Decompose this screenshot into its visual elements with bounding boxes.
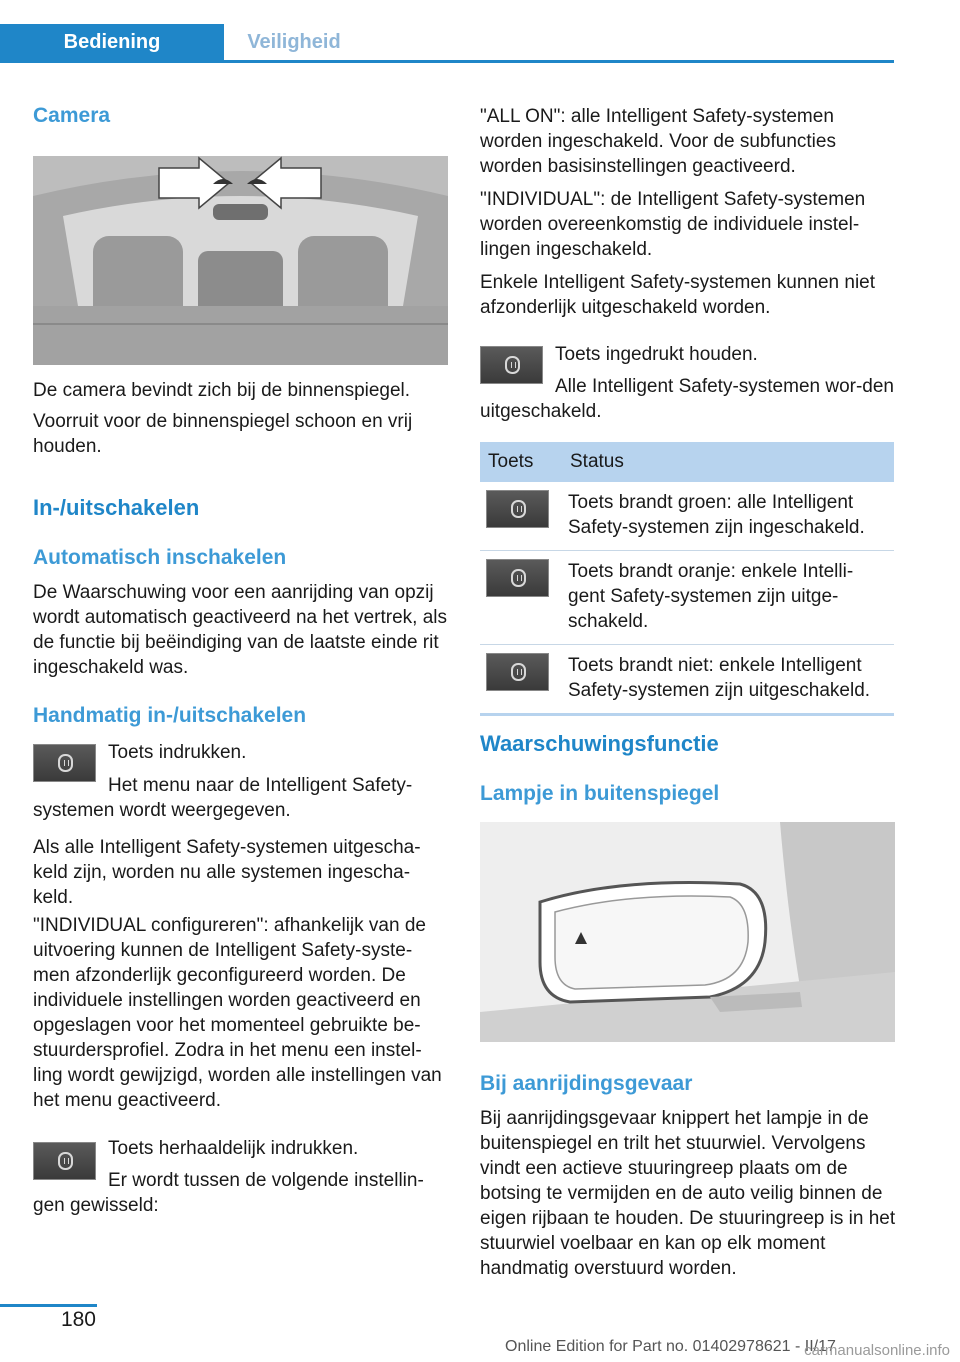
safety-button-off-icon — [486, 653, 549, 691]
subsection-title-lamp: Lampje in buitenspiegel — [480, 782, 720, 805]
manual-step-1: Toets indrukken. — [108, 742, 247, 763]
subsection-title-auto: Automatisch inschakelen — [33, 546, 287, 569]
auto-text: De Waarschuwing voor een aanrijding van opzij wordt automatisch geactiveerd na het vertrek, als de functie bij beëindiging van de laatste einde rit ingeschakeld was. — [33, 582, 447, 678]
table-cell-status: Toets brandt groen: alle Intelligent Safety-systemen zijn ingeschakeld. — [562, 482, 894, 551]
page-number-divider — [0, 1304, 97, 1307]
side-mirror-illustration — [480, 822, 895, 1042]
camera-text-2: Voorruit voor de binnenspiegel schoon en vrij houden. — [33, 411, 413, 457]
table-cell-status: Toets brandt niet: enkele Intelligent Safety-systemen zijn uitgeschakeld. — [562, 645, 894, 715]
camera-title: Camera — [33, 104, 111, 127]
table-row — [480, 551, 894, 645]
manual-text-2: "INDIVIDUAL configureren": afhankelijk van de uitvoering kunnen de Intelligent Safety-syste-men afzonderlijk geconfigureerd worden. De individuele instellingen worden geactiveerd en opgeslagen voor het momenteel gebruikte be-stuurdersprofiel. Zodra in het menu een instel-ling wordt gewijzigd, worden alle instellingen van het menu geactiveerd. — [33, 915, 442, 1111]
some-systems-text: Enkele Intelligent Safety-systemen kunnen niet afzonderlijk uitgeschakeld worden. — [480, 272, 876, 318]
step-3b: Alle Intelligent Safety-systemen wor-den uitgeschakeld. — [480, 376, 894, 422]
section-title-warning: Waarschuwingsfunctie — [480, 731, 719, 756]
watermark: carmanualsonline.info — [804, 1342, 950, 1359]
page-number: 180 — [60, 1308, 96, 1331]
safety-button-orange-icon — [486, 559, 549, 597]
manual-step-1b: Het menu naar de Intelligent Safety-systemen wordt weergegeven. — [33, 775, 413, 821]
table-cell-status: Toets brandt oranje: enkele Intelli-gent Safety-systemen zijn uitge-schakeld. — [562, 551, 894, 645]
mirror-photo — [480, 822, 895, 1042]
danger-text: Bij aanrijdingsgevaar knippert het lampje in de buitenspiegel en trilt het stuurwiel. Vervolgens vindt een actieve stuuringreep plaats om de botsing te vermijden en de auto veilig binnen de eigen rijbaan te houden. De stuuringreep is in het stuurwiel voelbaar en kan op elk moment handmatig overstuurd worden. — [480, 1108, 896, 1279]
table-header-row — [480, 442, 894, 482]
subsection-title-manual: Handmatig in-/uitschakelen — [33, 704, 307, 727]
edition-footer: Online Edition for Part no. 01402978621 - II/17 — [505, 1338, 836, 1355]
safety-button-green-icon — [486, 490, 549, 528]
table-header-status: Status — [562, 442, 894, 482]
table-header-toets: Toets — [480, 442, 562, 482]
manual-text-1: Als alle Intelligent Safety-systemen uitgescha-keld zijn, worden nu alle systemen ingescha-keld. — [33, 837, 421, 908]
allon-text: "ALL ON": alle Intelligent Safety-systemen worden ingeschakeld. Voor de subfuncties worden basisinstellingen geactiveerd. — [480, 106, 836, 177]
header-divider — [0, 60, 894, 63]
tab-veiligheid[interactable]: Veiligheid — [247, 31, 341, 53]
manual-step-2b: Er wordt tussen de volgende instellin-gen gewisseld: — [33, 1170, 424, 1216]
manual-step-2: Toets herhaaldelijk indrukken. — [108, 1138, 359, 1159]
table-row — [480, 482, 894, 551]
section-title-inuit: In-/uitschakelen — [33, 495, 200, 520]
table-row — [480, 645, 894, 715]
subsection-title-danger: Bij aanrijdingsgevaar — [480, 1072, 693, 1095]
status-table — [480, 442, 894, 716]
header-tabbar — [0, 24, 894, 62]
camera-photo — [33, 156, 448, 365]
tab-bediening[interactable]: Bediening — [0, 24, 224, 60]
car-interior-illustration — [33, 156, 448, 365]
camera-text-1: De camera bevindt zich bij de binnenspiegel. — [33, 380, 411, 401]
step-3: Toets ingedrukt houden. — [555, 344, 758, 365]
individual-text: "INDIVIDUAL": de Intelligent Safety-systemen worden overeenkomstig de individuele instel-lingen ingeschakeld. — [480, 189, 866, 260]
